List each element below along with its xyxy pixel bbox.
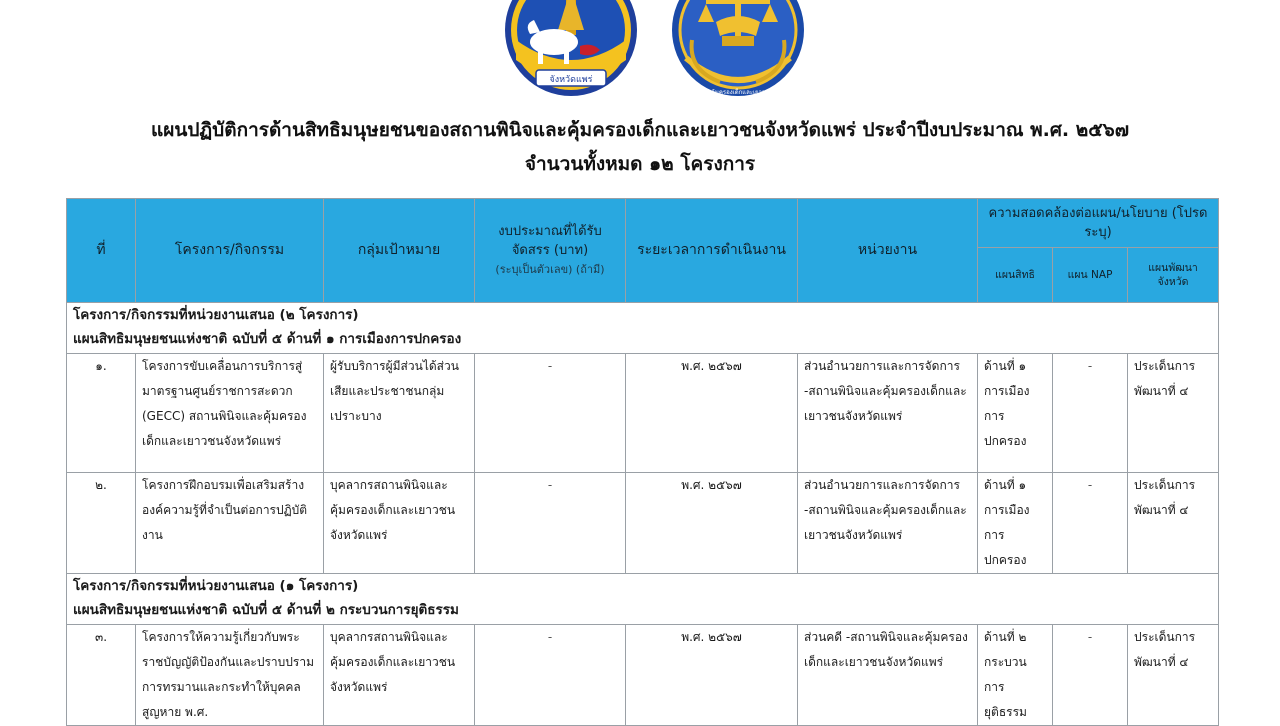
row-number: ๓. [67,625,136,726]
row-target: บุคลากรสถานพินิจและคุ้มครองเด็กและเยาวชนจังหวัดแพร่ [324,625,475,726]
row-target: บุคลากรสถานพินิจและคุ้มครองเด็กและเยาวชนจังหวัดแพร่ [324,473,475,574]
header-alignment: ความสอดคล้องต่อแผน/นโยบาย (โปรดระบุ) [978,199,1219,248]
document-title: แผนปฏิบัติการด้านสิทธิมนุษยชนของสถานพินิจและคุ้มครองเด็กและเยาวชนจังหวัดแพร่ ประจำปีงบประมาณ พ.ศ. ๒๕๖๗ [150,119,1130,141]
header-logos [0,0,1280,110]
phrae-province-seal-logo [496,0,646,106]
row-plan-nap: - [1053,625,1128,726]
row-plan-nap: - [1053,354,1128,473]
document-subtitle: จำนวนทั้งหมด ๑๒ โครงการ [524,153,756,175]
juvenile-observation-center-seal-logo [666,0,810,106]
row-plan-nap: - [1053,473,1128,574]
row-budget: - [475,625,626,726]
row-agency: ส่วนอำนวยการและการจัดการ -สถานพินิจและคุ้มครองเด็กและเยาวชนจังหวัดแพร่ [798,354,978,473]
row-plan-province: ประเด็นการพัฒนาที่ ๔ [1128,354,1219,473]
table-row [67,625,1219,726]
row-plan-province: ประเด็นการพัฒนาที่ ๔ [1128,625,1219,726]
row-budget: - [475,473,626,574]
section-row [67,303,1219,354]
row-plan-province: ประเด็นการพัฒนาที่ ๔ [1128,473,1219,574]
action-plan-table [66,198,1219,726]
row-period: พ.ศ. ๒๕๖๗ [626,354,798,473]
header-plan-province: แผนพัฒนาจังหวัด [1128,248,1219,303]
section-title: โครงการ/กิจกรรมที่หน่วยงานเสนอ (๑ โครงการ) [73,578,359,594]
header-plan-nap: แผน NAP [1053,248,1128,303]
table-row [67,473,1219,574]
row-target: ผู้รับบริการผู้มีส่วนได้ส่วนเสียและประชาชนกลุ่มเปราะบาง [324,354,475,473]
section-subtitle: แผนสิทธิมนุษยชนแห่งชาติ ฉบับที่ ๕ ด้านที่ ๒ กระบวนการยุติธรรม [73,602,459,618]
header-no: ที่ [67,199,136,303]
header-budget-note: (ระบุเป็นตัวเลข) (ถ้ามี) [495,263,605,276]
row-plan-rights: ด้านที่ ๑ การเมือง การปกครอง [978,354,1053,473]
row-plan-rights: ด้านที่ ๒ กระบวน การ ยุติธรรม [978,625,1053,726]
svg-text:สถานพินิจและคุ้มครองเด็กและเยา: สถานพินิจและคุ้มครองเด็กและเยาวชนจังหวัดแพร่ [673,89,803,96]
section-title: โครงการ/กิจกรรมที่หน่วยงานเสนอ (๒ โครงการ) [73,307,359,323]
row-agency: ส่วนอำนวยการและการจัดการ -สถานพินิจและคุ้มครองเด็กและเยาวชนจังหวัดแพร่ [798,473,978,574]
row-project: โครงการขับเคลื่อนการบริการสู่มาตรฐานศูนย์ราชการสะดวก (GECC) สถานพินิจและคุ้มครองเด็กและเยาวชนจังหวัดแพร่ [136,354,324,473]
row-number: ๑. [67,354,136,473]
header-agency: หน่วยงาน [798,199,978,303]
header-project: โครงการ/กิจกรรม [136,199,324,303]
row-agency: ส่วนคดี -สถานพินิจและคุ้มครองเด็กและเยาวชนจังหวัดแพร่ [798,625,978,726]
row-number: ๒. [67,473,136,574]
row-budget: - [475,354,626,473]
row-plan-rights: ด้านที่ ๑ การเมือง การปกครอง [978,473,1053,574]
table-row [67,354,1219,473]
row-project: โครงการฝึกอบรมเพื่อเสริมสร้างองค์ความรู้ที่จำเป็นต่อการปฏิบัติงาน [136,473,324,574]
svg-text:จังหวัดแพร่: จังหวัดแพร่ [549,75,593,85]
section-subtitle: แผนสิทธิมนุษยชนแห่งชาติ ฉบับที่ ๕ ด้านที่ ๑ การเมืองการปกครอง [73,331,462,347]
header-plan-rights: แผนสิทธิ [978,248,1053,303]
row-period: พ.ศ. ๒๕๖๗ [626,625,798,726]
header-budget-label: งบประมาณที่ได้รับจัดสรร (บาท) [498,224,602,258]
header-budget [475,199,626,303]
row-project: โครงการให้ความรู้เกี่ยวกับพระราชบัญญัติป้องกันและปราบปรามการทรมานและกระทำให้บุคคลสูญหาย พ.ศ. [136,625,324,726]
header-period: ระยะเวลาการดำเนินงาน [626,199,798,303]
row-period: พ.ศ. ๒๕๖๗ [626,473,798,574]
header-target: กลุ่มเป้าหมาย [324,199,475,303]
section-row [67,574,1219,625]
